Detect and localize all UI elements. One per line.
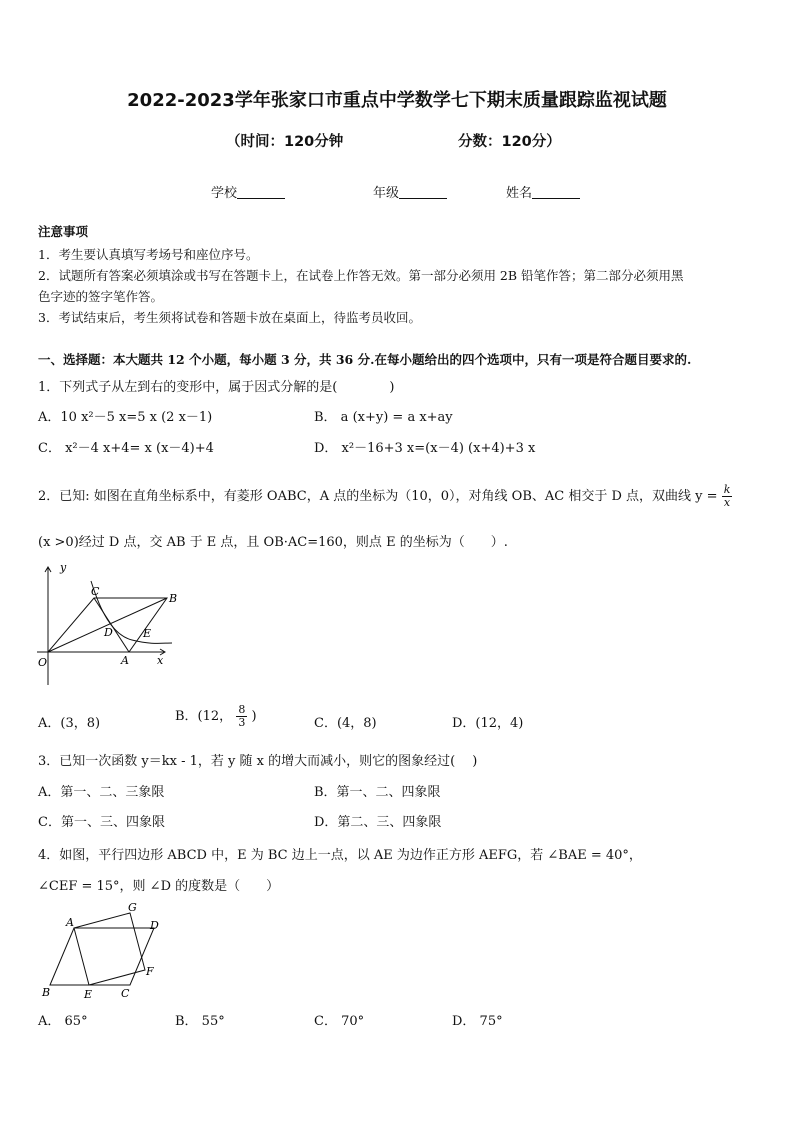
- q2-hyperbola-fraction: [722, 484, 733, 509]
- q3-option-c[interactable]: C．第一、三、四象限: [38, 815, 165, 830]
- grade-blank[interactable]: [399, 185, 447, 199]
- q4-option-a[interactable]: A． 65°: [38, 1014, 88, 1029]
- q1-option-a[interactable]: A．10 x²－5 x=5 x (2 x－1): [38, 410, 213, 425]
- fraction-numerator: 8: [238, 703, 246, 716]
- q2-option-c[interactable]: C．(4，8): [314, 716, 377, 731]
- q3-option-a[interactable]: A．第一、二、三象限: [38, 785, 165, 800]
- label-a: A: [66, 916, 74, 929]
- q1-option-d[interactable]: D． x²－16+3 x=(x－4) (x+4)+3 x: [314, 441, 536, 456]
- question-2-stem: [38, 484, 732, 509]
- q2-stem-text: 2．已知: 如图在直角坐标系中，有菱形 OABC，A 点的坐标为（10，0），对角线 OB、AC 相交于 D 点，双曲线 y =: [38, 489, 718, 504]
- grade-field: [373, 182, 447, 201]
- name-blank[interactable]: [532, 185, 580, 199]
- label-x: x: [157, 654, 164, 667]
- label-c: C: [121, 987, 130, 1000]
- notice-item: 2．试题所有答案必须填涂或书写在答题卡上，在试卷上作答无效。第一部分必须用 2B 铅笔作答；第二部分必须用黑: [38, 268, 684, 283]
- diagonal-ob: [48, 598, 167, 652]
- q2-fraction-x: x: [723, 496, 731, 509]
- exam-title: 2022-2023学年张家口市重点中学数学七下期末质量跟踪监视试题: [127, 90, 667, 111]
- q2-option-b-post: ): [251, 709, 257, 724]
- label-b: B: [169, 592, 178, 605]
- q4-option-b[interactable]: B． 55°: [175, 1014, 225, 1029]
- section-heading: 一、选择题：本大题共 12 个小题，每小题 3 分，共 36 分.在每小题给出的四个选项中，只有一项是符合题目要求的.: [38, 352, 692, 367]
- question-4-stem-cont: ∠CEF = 15°，则 ∠D 的度数是（ ）: [38, 879, 280, 894]
- parallelogram-abcd: [50, 928, 154, 985]
- school-label: 学校: [211, 186, 238, 201]
- label-c: C: [91, 585, 100, 598]
- label-e: E: [84, 988, 93, 1001]
- label-f: F: [146, 965, 154, 978]
- q4-option-c[interactable]: C． 70°: [314, 1014, 365, 1029]
- question-4-stem: 4．如图，平行四边形 ABCD 中，E 为 BC 边上一点，以 AE 为边作正方形 AEFG，若 ∠BAE = 40°，: [38, 848, 642, 863]
- fraction-denominator: 3: [238, 716, 246, 729]
- school-field: [211, 182, 285, 201]
- time-limit: （时间：120分钟: [226, 134, 344, 150]
- q3-option-b[interactable]: B．第一、二、四象限: [314, 785, 441, 800]
- q3-option-d[interactable]: D．第二、三、四象限: [314, 815, 442, 830]
- q2-rhombus-figure: [32, 555, 182, 690]
- label-a: A: [121, 654, 129, 667]
- q1-option-b[interactable]: B． a (x+y) = a x+ay: [314, 410, 453, 425]
- question-3-stem: 3．已知一次函数 y＝kx - 1，若 y 随 x 的增大而减小，则它的图象经过( ): [38, 754, 478, 769]
- total-score: 分数：120分）: [458, 134, 561, 150]
- q2-option-b-fraction: [236, 704, 247, 729]
- q2-option-b[interactable]: [175, 704, 257, 729]
- notice-item: 色字迹的签字笔作答。: [38, 289, 164, 304]
- notice-heading: 注意事项: [38, 224, 89, 239]
- question-1-stem: 1．下列式子从左到右的变形中，属于因式分解的是( ): [38, 380, 395, 395]
- q2-option-a[interactable]: A．(3，8): [38, 716, 101, 731]
- label-d: D: [104, 626, 113, 639]
- name-field: [506, 182, 580, 201]
- label-d: D: [150, 919, 159, 932]
- label-e: E: [143, 627, 152, 640]
- q2-option-b-pre: B．(12，: [175, 709, 233, 724]
- name-label: 姓名: [506, 186, 533, 201]
- q4-option-d[interactable]: D． 75°: [452, 1014, 503, 1029]
- q4-parallelogram-figure: [34, 900, 174, 1002]
- q1-option-c[interactable]: C． x²－4 x+4= x (x－4)+4: [38, 441, 214, 456]
- label-y: y: [60, 561, 67, 574]
- q2-fraction-k: k: [723, 483, 731, 496]
- question-2-stem-cont: (x >0)经过 D 点，交 AB 于 E 点，且 OB·AC=160，则点 E 的坐标为（ ）.: [38, 535, 508, 550]
- notice-item: 3．考试结束后，考生须将试卷和答题卡放在桌面上，待监考员收回。: [38, 310, 421, 325]
- label-b: B: [42, 986, 51, 999]
- q2-option-d[interactable]: D．(12，4): [452, 716, 524, 731]
- notice-item: 1．考生要认真填写考场号和座位序号。: [38, 247, 259, 262]
- label-g: G: [128, 901, 137, 914]
- label-o: O: [38, 656, 48, 669]
- school-blank[interactable]: [237, 185, 285, 199]
- grade-label: 年级: [373, 186, 400, 201]
